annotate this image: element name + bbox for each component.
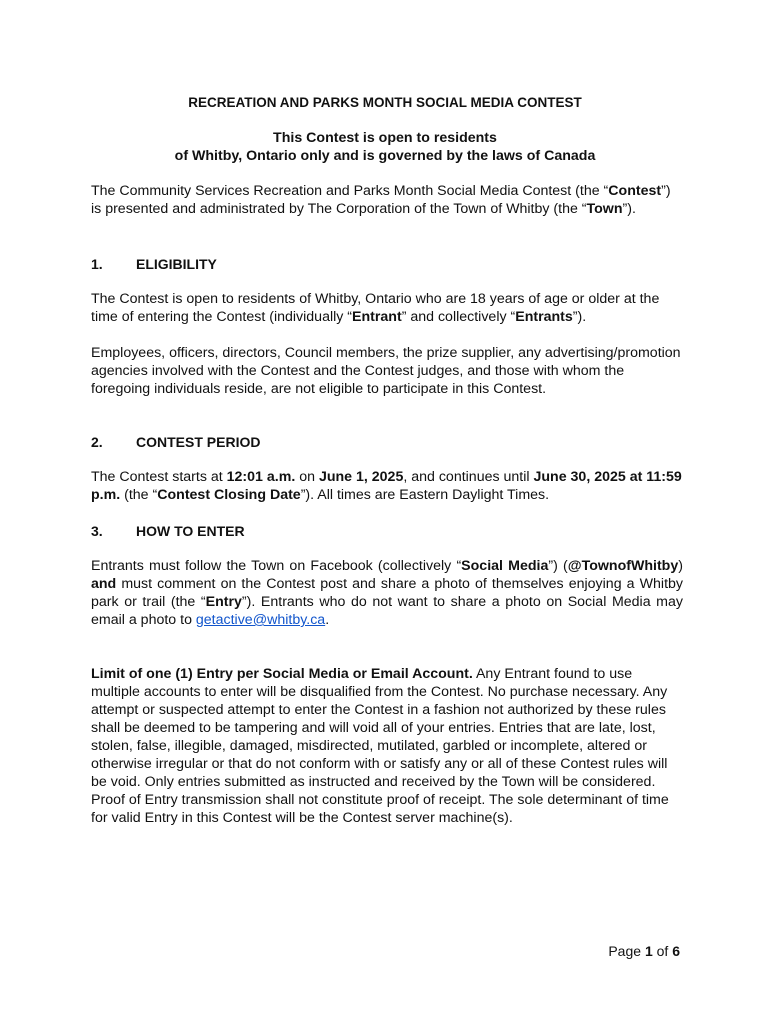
section-3-heading [91, 522, 245, 540]
section-3-p1-bold-social-media: Social Media [461, 558, 549, 574]
section-2-paragraph [91, 468, 683, 504]
subtitle-line-2: of Whitby, Ontario only and is governed by the laws of Canada [174, 148, 596, 164]
section-2-bold-closing-date: Contest Closing Date [157, 487, 301, 503]
section-1-heading [91, 255, 217, 273]
section-3-p2-text: Any Entrant found to use multiple accounts to enter will be disqualified from the Contest. No purchase necessary. Any attempt or suspected attempt to enter the Contest in a fashion not authorized by these rules shall be deemed to be tampering and will void all of your entries. Entries that are late, lost, stolen, false, illegible, damaged, misdirected, mutilated, garbled or incomplete, altered or otherwise irregular or that do not conform with or satisfy any or all of these Contest rules will be void. Only entries submitted as instructed and received by the Town will be considered. Proof of Entry transmission shall not constitute proof of receipt. The sole determinant of time for valid Entry in this Contest will be the Contest server machine(s). [91, 666, 669, 826]
section-3-p1-bold-handle: @TownofWhitby [567, 558, 679, 574]
section-3-paragraph-1 [91, 557, 683, 629]
section-1-paragraph-1 [91, 290, 683, 326]
page-total: 6 [672, 943, 680, 959]
intro-bold-town: Town [586, 201, 623, 217]
section-3-title: HOW TO ENTER [136, 523, 245, 539]
page-of: of [652, 943, 673, 959]
section-1-paragraph-2: Employees, officers, directors, Council members, the prize supplier, any advertising/promotion agencies involved with the Contest and the Contest judges, and those with whom the foregoing individuals reside, are not eligible to participate in this Contest. [91, 345, 681, 397]
intro-text-1: The Community Services Recreation and Parks Month Social Media Contest (the “ [91, 183, 609, 199]
section-3-p1-text-6: . [325, 612, 330, 628]
email-link[interactable]: getactive@whitby.ca [195, 612, 326, 628]
page-number [608, 942, 680, 960]
section-3-paragraph-2 [91, 665, 683, 827]
section-3-p1-bold-entry: Entry [205, 594, 242, 610]
intro-text-2: ”) is presented and administrated by The Corporation of the Town of Whitby (the “ [91, 183, 671, 217]
section-2-bold-start-date: June 1, 2025 [318, 469, 404, 485]
intro-paragraph [91, 182, 683, 218]
section-3-number: 3. [91, 523, 103, 539]
section-2-text-1: The Contest starts at [91, 469, 227, 485]
section-3-p2-bold-limit: Limit of one (1) Entry per Social Media or Email Account. [91, 666, 473, 682]
section-2-text-3: , and continues until [403, 469, 534, 485]
intro-bold-contest: Contest [608, 183, 662, 199]
section-1-p1-bold-entrants: Entrants [515, 309, 573, 325]
section-3-p1-bold-and: and [91, 576, 117, 592]
document-title: RECREATION AND PARKS MONTH SOCIAL MEDIA CONTEST [188, 95, 582, 110]
section-2-text-2: on [295, 469, 319, 485]
section-1-p1-text-3: ”). [572, 309, 587, 325]
section-2-title: CONTEST PERIOD [136, 434, 261, 450]
document-subtitle [0, 129, 770, 165]
page-label: Page [608, 943, 645, 959]
intro-text-3: ”). [622, 201, 636, 217]
section-2-bold-start-time: 12:01 a.m. [226, 469, 296, 485]
section-2-text-5: ”). All times are Eastern Daylight Times. [300, 487, 550, 503]
section-2-heading [91, 433, 260, 451]
section-3-p1-text-3: ) [678, 558, 683, 574]
section-1-title: ELIGIBILITY [136, 256, 217, 272]
section-2-text-4: (the “ [120, 487, 158, 503]
section-2-bold-end-date: June 30, 2025 at 11:59 p.m. [91, 469, 682, 503]
subtitle-line-1: This Contest is open to residents [273, 130, 497, 146]
section-3-p1-text-2: ”) ( [548, 558, 568, 574]
section-1-p1-text-1: The Contest is open to residents of Whitby, Ontario who are 18 years of age or older at the time of entering the Contest (individually “ [91, 291, 660, 325]
section-3-p1-text-4: must comment on the Contest post and share a photo of themselves enjoying a Whitby park or trail (the “ [91, 576, 683, 610]
section-3-p1-text-1: Entrants must follow the Town on Facebook (collectively “ [91, 558, 462, 574]
section-1-number: 1. [91, 256, 103, 272]
section-2-number: 2. [91, 434, 103, 450]
section-3-p1-text-5: ”). Entrants who do not want to share a photo on Social Media may email a photo to [91, 594, 683, 628]
section-1-p1-bold-entrant: Entrant [352, 309, 402, 325]
page-current: 1 [644, 943, 653, 959]
section-1-p1-text-2: ” and collectively “ [401, 309, 516, 325]
